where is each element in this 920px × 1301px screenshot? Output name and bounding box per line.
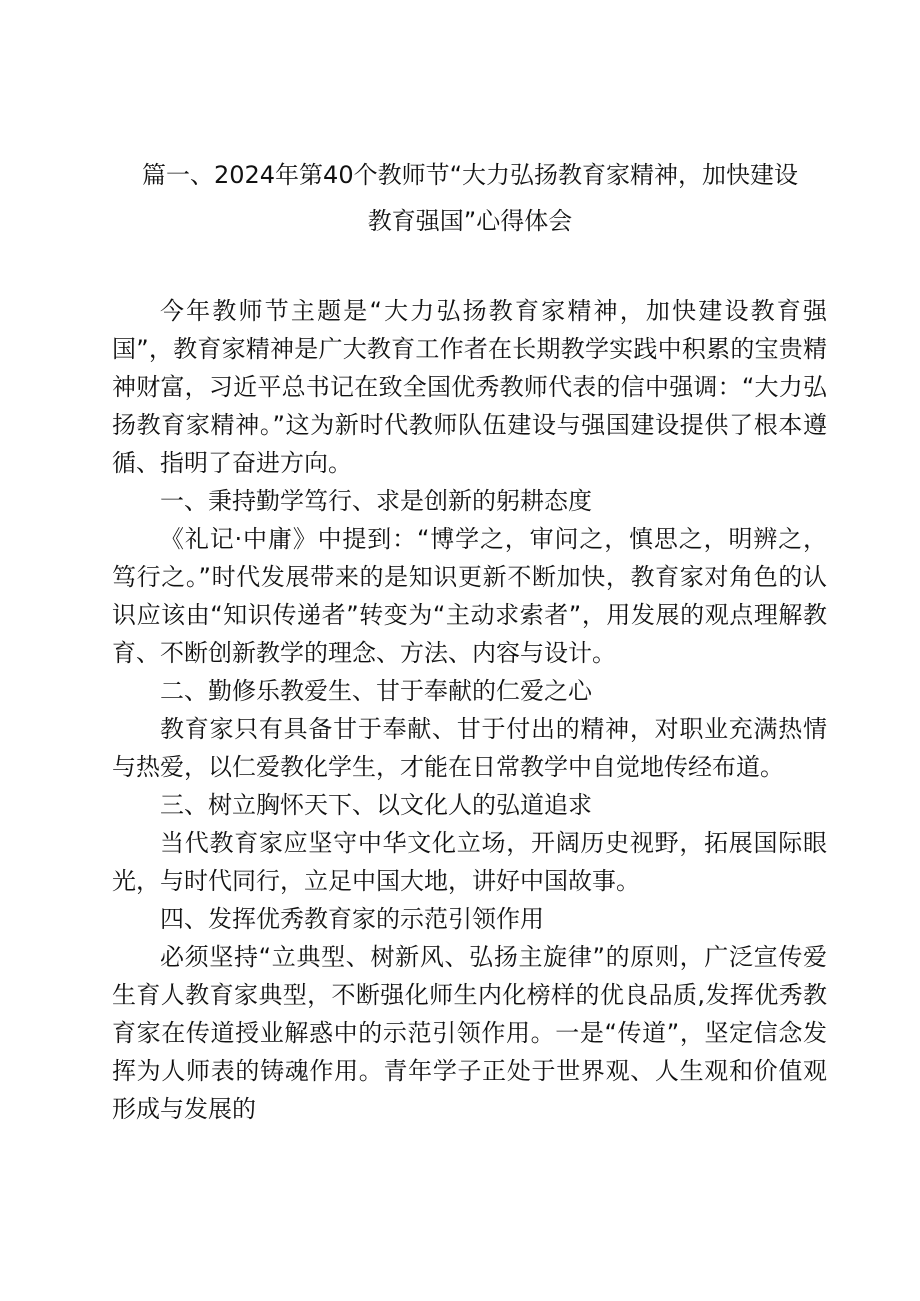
document-title-line-2: 教育强国”心得体会 xyxy=(367,207,573,235)
section-heading-4: 四、发挥优秀教育家的示范引领作用 xyxy=(160,905,544,933)
section-heading-3: 三、树立胸怀天下、以文化人的弘道追求 xyxy=(160,791,592,819)
paragraph-section-3: 当代教育家应坚守中华文化立场，开阔历史视野，拓展国际眼光，与时代同行，立足中国大地，讲好中国故事。 xyxy=(112,829,827,895)
document-title-line-1: 篇一、2024年第40个教师节“大力弘扬教育家精神，加快建设 xyxy=(141,161,799,189)
section-heading-1: 一、秉持勤学笃行、求是创新的躬耕态度 xyxy=(160,487,592,515)
paragraph-section-4: 必须坚持“立典型、树新风、弘扬主旋律”的原则，广泛宣传爱生育人教育家典型，不断强化师生内化榜样的优良品质,发挥优秀教育家在传道授业解惑中的示范引领作用。一是“传道”，坚定信念发挥为人师表的铸魂作用。青年学子正处于世界观、人生观和价值观形成与发展的 xyxy=(112,943,827,1123)
paragraph-section-2: 教育家只有具备甘于奉献、甘于付出的精神，对职业充满热情与热爱，以仁爱教化学生，才能在日常教学中自觉地传经布道。 xyxy=(112,715,827,781)
paragraph-section-1: 《礼记·中庸》中提到：“博学之，审问之，慎思之，明辨之，笃行之。”时代发展带来的是知识更新不断加快，教育家对角色的认识应该由“知识传递者”转变为“主动求索者”，用发展的观点理解教育、不断创新教学的理念、方法、内容与设计。 xyxy=(112,525,827,667)
section-heading-2: 二、勤修乐教爱生、甘于奉献的仁爱之心 xyxy=(160,677,592,705)
document-body xyxy=(112,292,827,1128)
paragraph-intro: 今年教师节主题是“大力弘扬教育家精神，加快建设教育强国”，教育家精神是广大教育工作者在长期教学实践中积累的宝贵精神财富，习近平总书记在致全国优秀教师代表的信中强调：“大力弘扬教育家精神。”这为新时代教师队伍建设与强国建设提供了根本遵循、指明了奋进方向。 xyxy=(112,297,827,477)
